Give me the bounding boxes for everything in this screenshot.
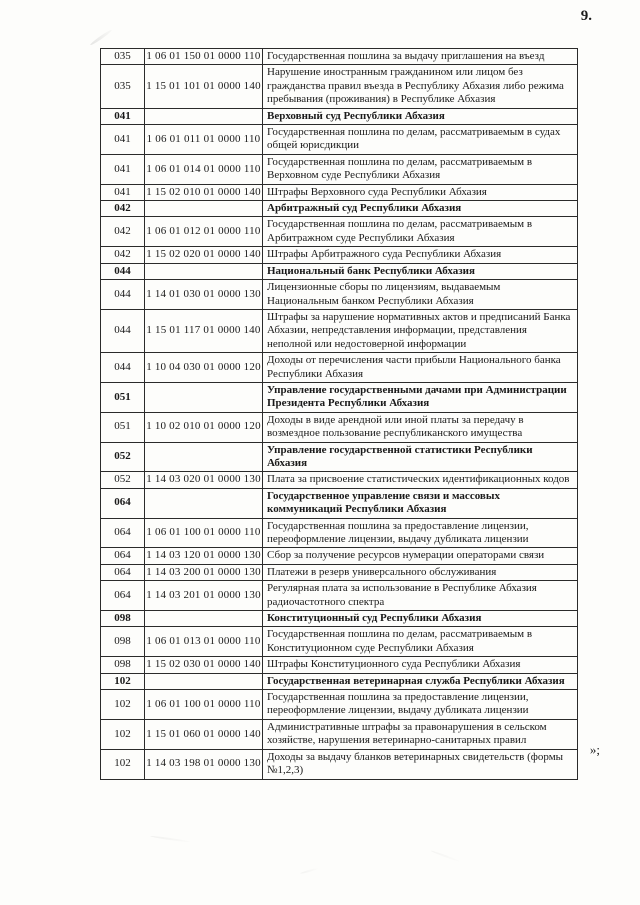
code-cell: 098 (101, 627, 145, 657)
table-section-row (101, 108, 578, 124)
kbk-cell: 1 14 01 030 01 0000 130 (145, 280, 263, 310)
kbk-cell: 1 14 03 200 01 0000 130 (145, 564, 263, 580)
table-row (101, 217, 578, 247)
kbk-cell: 1 06 01 013 01 0000 110 (145, 627, 263, 657)
table-row (101, 49, 578, 65)
kbk-cell: 1 06 01 100 01 0000 110 (145, 690, 263, 720)
budget-codes-table (100, 48, 578, 780)
description-cell: Сбор за получение ресурсов нумерации операторами связи (263, 548, 578, 564)
table-row (101, 690, 578, 720)
table-row (101, 564, 578, 580)
code-cell: 064 (101, 488, 145, 518)
description-cell: Государственная пошлина за выдачу приглашения на въезд (263, 49, 578, 65)
code-cell: 052 (101, 472, 145, 488)
code-cell: 044 (101, 353, 145, 383)
table-row (101, 412, 578, 442)
table-section-row (101, 611, 578, 627)
code-cell: 044 (101, 280, 145, 310)
description-cell: Государственная пошлина по делам, рассматриваемым в Верховном суде Республики Абхазия (263, 154, 578, 184)
kbk-cell: 1 15 01 117 01 0000 140 (145, 309, 263, 352)
kbk-cell: 1 10 02 010 01 0000 120 (145, 412, 263, 442)
kbk-cell (145, 201, 263, 217)
description-cell: Административные штрафы за правонарушения в сельском хозяйстве, нарушения ветеринарно-санитарных правил (263, 719, 578, 749)
code-cell: 042 (101, 201, 145, 217)
code-cell: 064 (101, 518, 145, 548)
description-cell: Лицензионные сборы по лицензиям, выдаваемым Национальным банком Республики Абхазия (263, 280, 578, 310)
code-cell: 035 (101, 65, 145, 108)
description-cell: Нарушение иностранным гражданином или лицом без гражданства правил въезда в Республику Абхазия либо режима пребывания (проживания) в Республике Абхазия (263, 65, 578, 108)
closing-quote-mark: »; (589, 741, 600, 757)
table-section-row (101, 442, 578, 472)
kbk-cell: 1 15 02 030 01 0000 140 (145, 657, 263, 673)
kbk-cell: 1 10 04 030 01 0000 120 (145, 353, 263, 383)
table-section-row (101, 673, 578, 689)
budget-codes-table-wrapper (100, 48, 600, 780)
kbk-cell (145, 382, 263, 412)
code-cell: 102 (101, 690, 145, 720)
kbk-cell: 1 06 01 100 01 0000 110 (145, 518, 263, 548)
kbk-cell: 1 15 02 010 01 0000 140 (145, 184, 263, 200)
kbk-cell: 1 06 01 011 01 0000 110 (145, 125, 263, 155)
kbk-cell (145, 488, 263, 518)
scan-artifact (89, 29, 112, 46)
description-cell: Конституционный суд Республики Абхазия (263, 611, 578, 627)
table-row (101, 125, 578, 155)
code-cell: 041 (101, 154, 145, 184)
description-cell: Государственное управление связи и массовых коммуникаций Республики Абхазия (263, 488, 578, 518)
kbk-cell (145, 263, 263, 279)
table-row (101, 581, 578, 611)
kbk-cell (145, 611, 263, 627)
scan-artifact (150, 835, 190, 843)
table-row (101, 627, 578, 657)
code-cell: 102 (101, 749, 145, 779)
description-cell: Государственная пошлина по делам, рассматриваемым в судах общей юрисдикции (263, 125, 578, 155)
table-row (101, 518, 578, 548)
code-cell: 041 (101, 184, 145, 200)
description-cell: Государственная пошлина по делам, рассматриваемым в Арбитражном суде Республики Абхазия (263, 217, 578, 247)
kbk-cell: 1 06 01 014 01 0000 110 (145, 154, 263, 184)
table-row (101, 353, 578, 383)
kbk-cell: 1 14 03 198 01 0000 130 (145, 749, 263, 779)
code-cell: 041 (101, 125, 145, 155)
kbk-cell (145, 673, 263, 689)
code-cell: 042 (101, 247, 145, 263)
code-cell: 102 (101, 673, 145, 689)
code-cell: 051 (101, 412, 145, 442)
table-section-row (101, 201, 578, 217)
table-row (101, 247, 578, 263)
codes-table-body (101, 49, 578, 780)
table-row (101, 184, 578, 200)
description-cell: Плата за присвоение статистических идентификационных кодов (263, 472, 578, 488)
kbk-cell: 1 15 01 060 01 0000 140 (145, 719, 263, 749)
description-cell: Штрафы Конституционного суда Республики Абхазия (263, 657, 578, 673)
kbk-cell (145, 442, 263, 472)
table-row (101, 657, 578, 673)
description-cell: Доходы от перечисления части прибыли Национального банка Республики Абхазия (263, 353, 578, 383)
description-cell: Верховный суд Республики Абхазия (263, 108, 578, 124)
table-row (101, 154, 578, 184)
description-cell: Арбитражный суд Республики Абхазия (263, 201, 578, 217)
description-cell: Государственная пошлина по делам, рассматриваемым в Конституционном суде Республики Абхазия (263, 627, 578, 657)
description-cell: Платежи в резерв универсального обслуживания (263, 564, 578, 580)
code-cell: 052 (101, 442, 145, 472)
kbk-cell (145, 108, 263, 124)
code-cell: 041 (101, 108, 145, 124)
table-section-row (101, 488, 578, 518)
code-cell: 098 (101, 611, 145, 627)
description-cell: Доходы в виде арендной или иной платы за передачу в возмездное пользование республиканского имущества (263, 412, 578, 442)
code-cell: 044 (101, 309, 145, 352)
code-cell: 064 (101, 548, 145, 564)
code-cell: 051 (101, 382, 145, 412)
table-section-row (101, 382, 578, 412)
description-cell: Государственная пошлина за предоставление лицензии, переоформление лицензии, выдачу дубликата лицензии (263, 518, 578, 548)
kbk-cell: 1 14 03 201 01 0000 130 (145, 581, 263, 611)
code-cell: 102 (101, 719, 145, 749)
description-cell: Штрафы Арбитражного суда Республики Абхазия (263, 247, 578, 263)
table-row (101, 309, 578, 352)
description-cell: Штрафы Верховного суда Республики Абхазия (263, 184, 578, 200)
description-cell: Государственная пошлина за предоставление лицензии, переоформление лицензии, выдачу дубликата лицензии (263, 690, 578, 720)
description-cell: Государственная ветеринарная служба Республики Абхазия (263, 673, 578, 689)
description-cell: Управление государственной статистики Республики Абхазия (263, 442, 578, 472)
table-row (101, 65, 578, 108)
table-row (101, 719, 578, 749)
description-cell: Штрафы за нарушение нормативных актов и предписаний Банка Абхазии, непредставления информации, представления неполной или недостоверной информации (263, 309, 578, 352)
code-cell: 035 (101, 49, 145, 65)
scan-artifact (300, 868, 318, 875)
table-row (101, 548, 578, 564)
code-cell: 098 (101, 657, 145, 673)
kbk-cell: 1 15 01 101 01 0000 140 (145, 65, 263, 108)
code-cell: 044 (101, 263, 145, 279)
kbk-cell: 1 14 03 020 01 0000 130 (145, 472, 263, 488)
description-cell: Регулярная плата за использование в Республике Абхазия радиочастотного спектра (263, 581, 578, 611)
kbk-cell: 1 06 01 012 01 0000 110 (145, 217, 263, 247)
table-row (101, 749, 578, 779)
code-cell: 064 (101, 564, 145, 580)
description-cell: Доходы за выдачу бланков ветеринарных свидетельств (формы №1,2,3) (263, 749, 578, 779)
kbk-cell: 1 15 02 020 01 0000 140 (145, 247, 263, 263)
table-row (101, 472, 578, 488)
table-section-row (101, 263, 578, 279)
page-number: 9. (580, 8, 592, 24)
description-cell: Управление государственными дачами при Администрации Президента Республики Абхазия (263, 382, 578, 412)
scan-artifact (431, 850, 460, 862)
table-row (101, 280, 578, 310)
description-cell: Национальный банк Республики Абхазия (263, 263, 578, 279)
code-cell: 064 (101, 581, 145, 611)
kbk-cell: 1 14 03 120 01 0000 130 (145, 548, 263, 564)
kbk-cell: 1 06 01 150 01 0000 110 (145, 49, 263, 65)
code-cell: 042 (101, 217, 145, 247)
